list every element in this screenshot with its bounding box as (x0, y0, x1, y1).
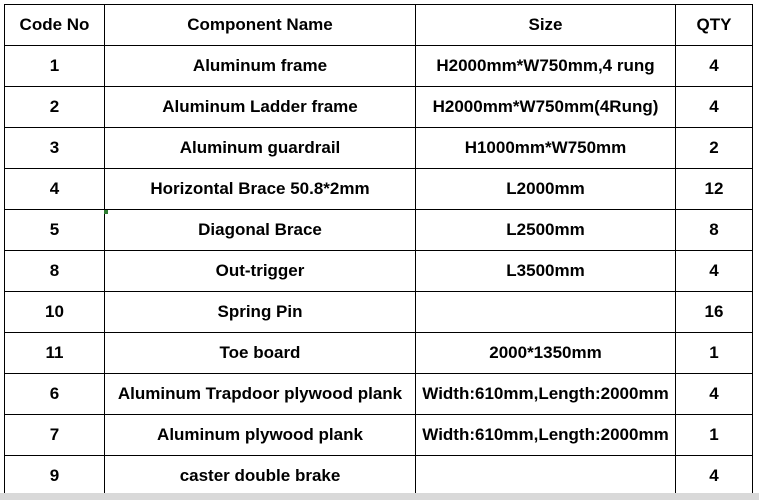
cell-size (416, 292, 676, 333)
cell-qty: 4 (676, 251, 753, 292)
cell-size: Width:610mm,Length:2000mm (416, 374, 676, 415)
table-row (5, 87, 753, 128)
cell-name: Toe board (105, 333, 416, 374)
cell-code: 7 (5, 415, 105, 456)
cell-size: 2000*1350mm (416, 333, 676, 374)
cell-code: 1 (5, 46, 105, 87)
cell-name: Out-trigger (105, 251, 416, 292)
table-row (5, 292, 753, 333)
table-row (5, 415, 753, 456)
cell-size: Width:610mm,Length:2000mm (416, 415, 676, 456)
cell-qty: 8 (676, 210, 753, 251)
table-row (5, 333, 753, 374)
table-row (5, 46, 753, 87)
cell-qty: 4 (676, 46, 753, 87)
header-component-name: Component Name (105, 5, 416, 46)
cell-code: 6 (5, 374, 105, 415)
cell-code: 10 (5, 292, 105, 333)
table-row (5, 251, 753, 292)
cell-code: 3 (5, 128, 105, 169)
cell-name: Aluminum Trapdoor plywood plank (105, 374, 416, 415)
table-row (5, 169, 753, 210)
cell-size: L3500mm (416, 251, 676, 292)
cell-qty: 4 (676, 374, 753, 415)
cell-name: Aluminum guardrail (105, 128, 416, 169)
cell-qty: 1 (676, 415, 753, 456)
table-row (5, 374, 753, 415)
cell-code: 11 (5, 333, 105, 374)
cell-qty: 2 (676, 128, 753, 169)
table-row (5, 456, 753, 497)
cell-qty: 4 (676, 456, 753, 497)
header-size: Size (416, 5, 676, 46)
component-table-wrapper (4, 4, 753, 497)
header-code-no: Code No (5, 5, 105, 46)
header-qty: QTY (676, 5, 753, 46)
cell-code: 2 (5, 87, 105, 128)
cell-code: 4 (5, 169, 105, 210)
cell-name: Spring Pin (105, 292, 416, 333)
component-table (4, 4, 753, 497)
cell-name: Horizontal Brace 50.8*2mm (105, 169, 416, 210)
cell-size: H2000mm*W750mm,4 rung (416, 46, 676, 87)
cell-size: L2500mm (416, 210, 676, 251)
cell-size: H1000mm*W750mm (416, 128, 676, 169)
table-header-row (5, 5, 753, 46)
cell-code: 5 (5, 210, 105, 251)
bottom-edge-strip (0, 493, 759, 500)
cell-name: caster double brake (105, 456, 416, 497)
cell-name: Diagonal Brace (105, 210, 416, 251)
cell-qty: 4 (676, 87, 753, 128)
table-row (5, 210, 753, 251)
cell-size: L2000mm (416, 169, 676, 210)
cell-name: Aluminum plywood plank (105, 415, 416, 456)
cell-name: Aluminum frame (105, 46, 416, 87)
cell-qty: 1 (676, 333, 753, 374)
table-row (5, 128, 753, 169)
cell-size: H2000mm*W750mm(4Rung) (416, 87, 676, 128)
cell-code: 9 (5, 456, 105, 497)
cell-size (416, 456, 676, 497)
cell-qty: 16 (676, 292, 753, 333)
cell-code: 8 (5, 251, 105, 292)
cell-name: Aluminum Ladder frame (105, 87, 416, 128)
cell-qty: 12 (676, 169, 753, 210)
cell-comment-marker (104, 210, 108, 214)
